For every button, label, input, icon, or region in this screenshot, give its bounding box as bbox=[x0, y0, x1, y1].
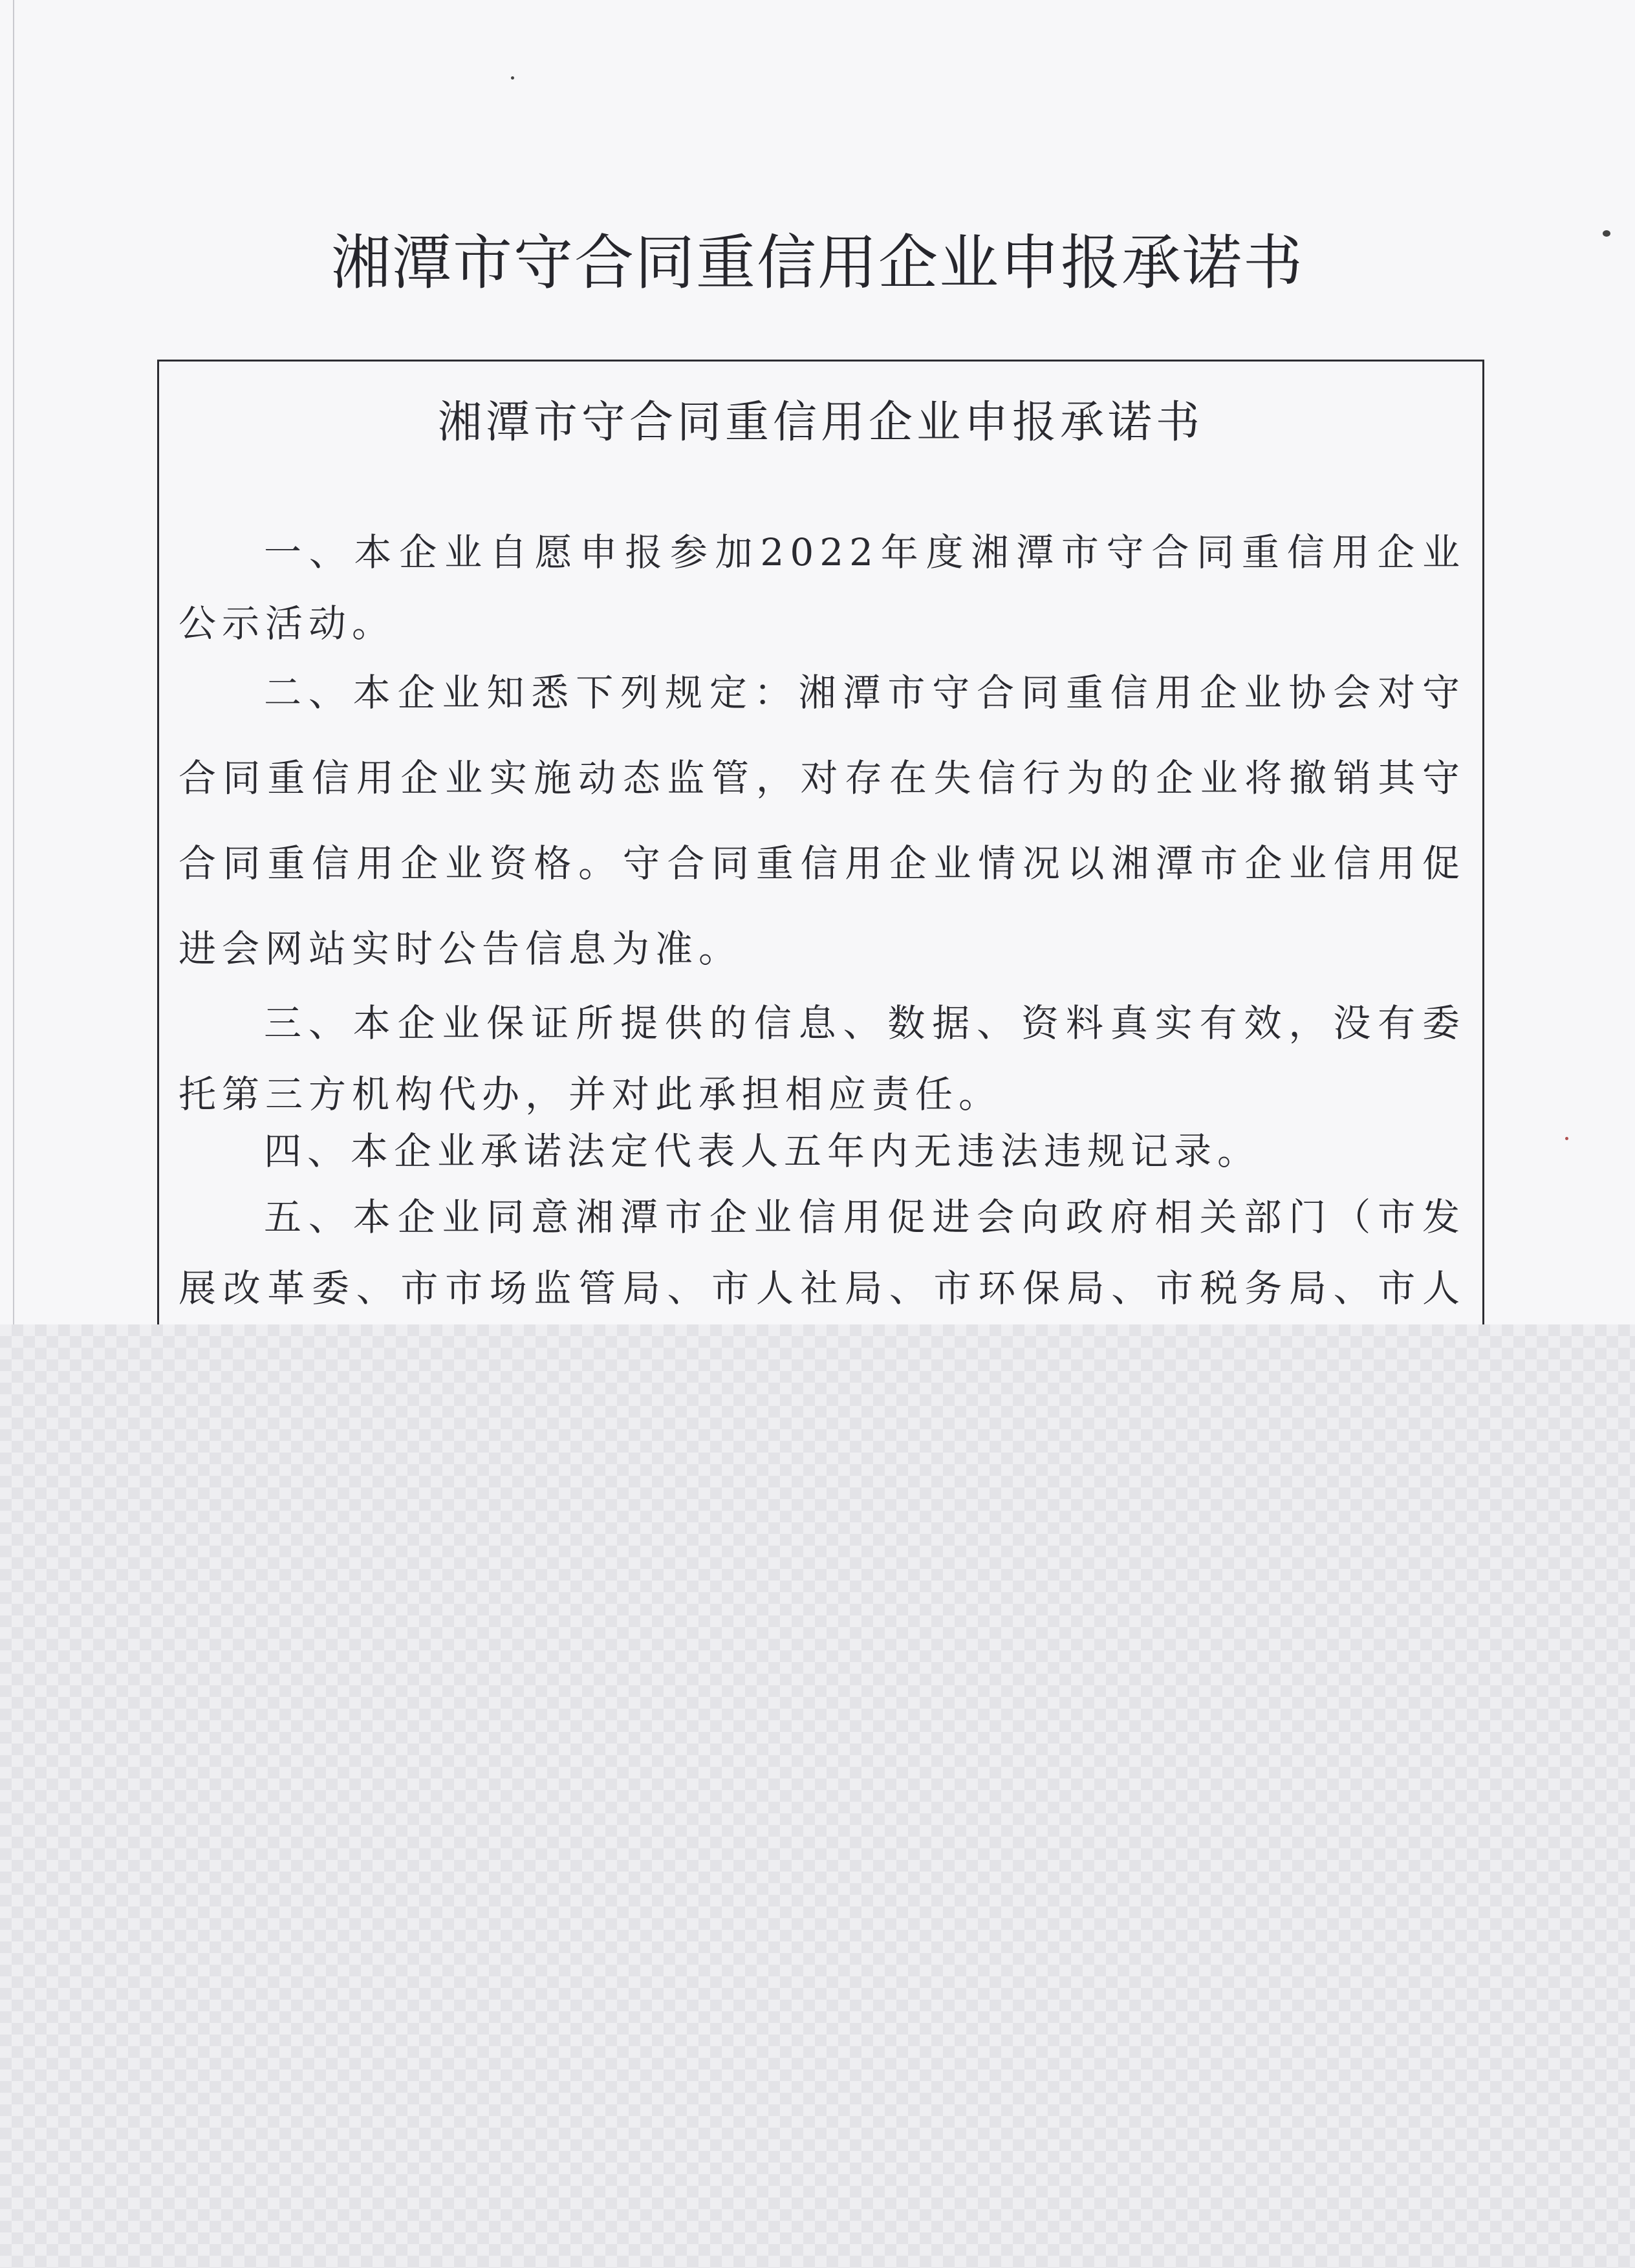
redaction-pattern-overlay bbox=[0, 1324, 1635, 2268]
clause-1: 一、本企业自愿申报参加2022年度湘潭市守合同重信用企业公示活动。 bbox=[179, 530, 1466, 645]
clause-3: 三、本企业保证所提供的信息、数据、资料真实有效，没有委托第三方机构代办，并对此承担相应责任。 bbox=[179, 1001, 1466, 1116]
scan-speck bbox=[511, 76, 514, 80]
scan-speck bbox=[1603, 230, 1610, 237]
clause-5: 五、本企业同意湘潭市企业信用促进会向政府相关部门（市发展改革委、市市场监管局、市人社局、市环保局、市税务局、市人 bbox=[179, 1195, 1466, 1310]
commitment-form-box bbox=[157, 360, 1484, 1394]
page-edge-shadow bbox=[13, 0, 14, 1332]
clause-4: 四、本企业承诺法定代表人五年内无违法违规记录。 bbox=[264, 1129, 1261, 1173]
document-title: 湘潭市守合同重信用企业申报承诺书 bbox=[330, 228, 1304, 297]
clause-2: 二、本企业知悉下列规定：湘潭市守合同重信用企业协会对守合同重信用企业实施动态监管，对存在失信行为的企业将撤销其守合同重信用企业资格。守合同重信用企业情况以湘潭市企业信用促进会网站实时公告信息为准。 bbox=[179, 671, 1466, 971]
scan-speck bbox=[1565, 1137, 1568, 1140]
form-title: 湘潭市守合同重信用企业申报承诺书 bbox=[437, 397, 1204, 448]
